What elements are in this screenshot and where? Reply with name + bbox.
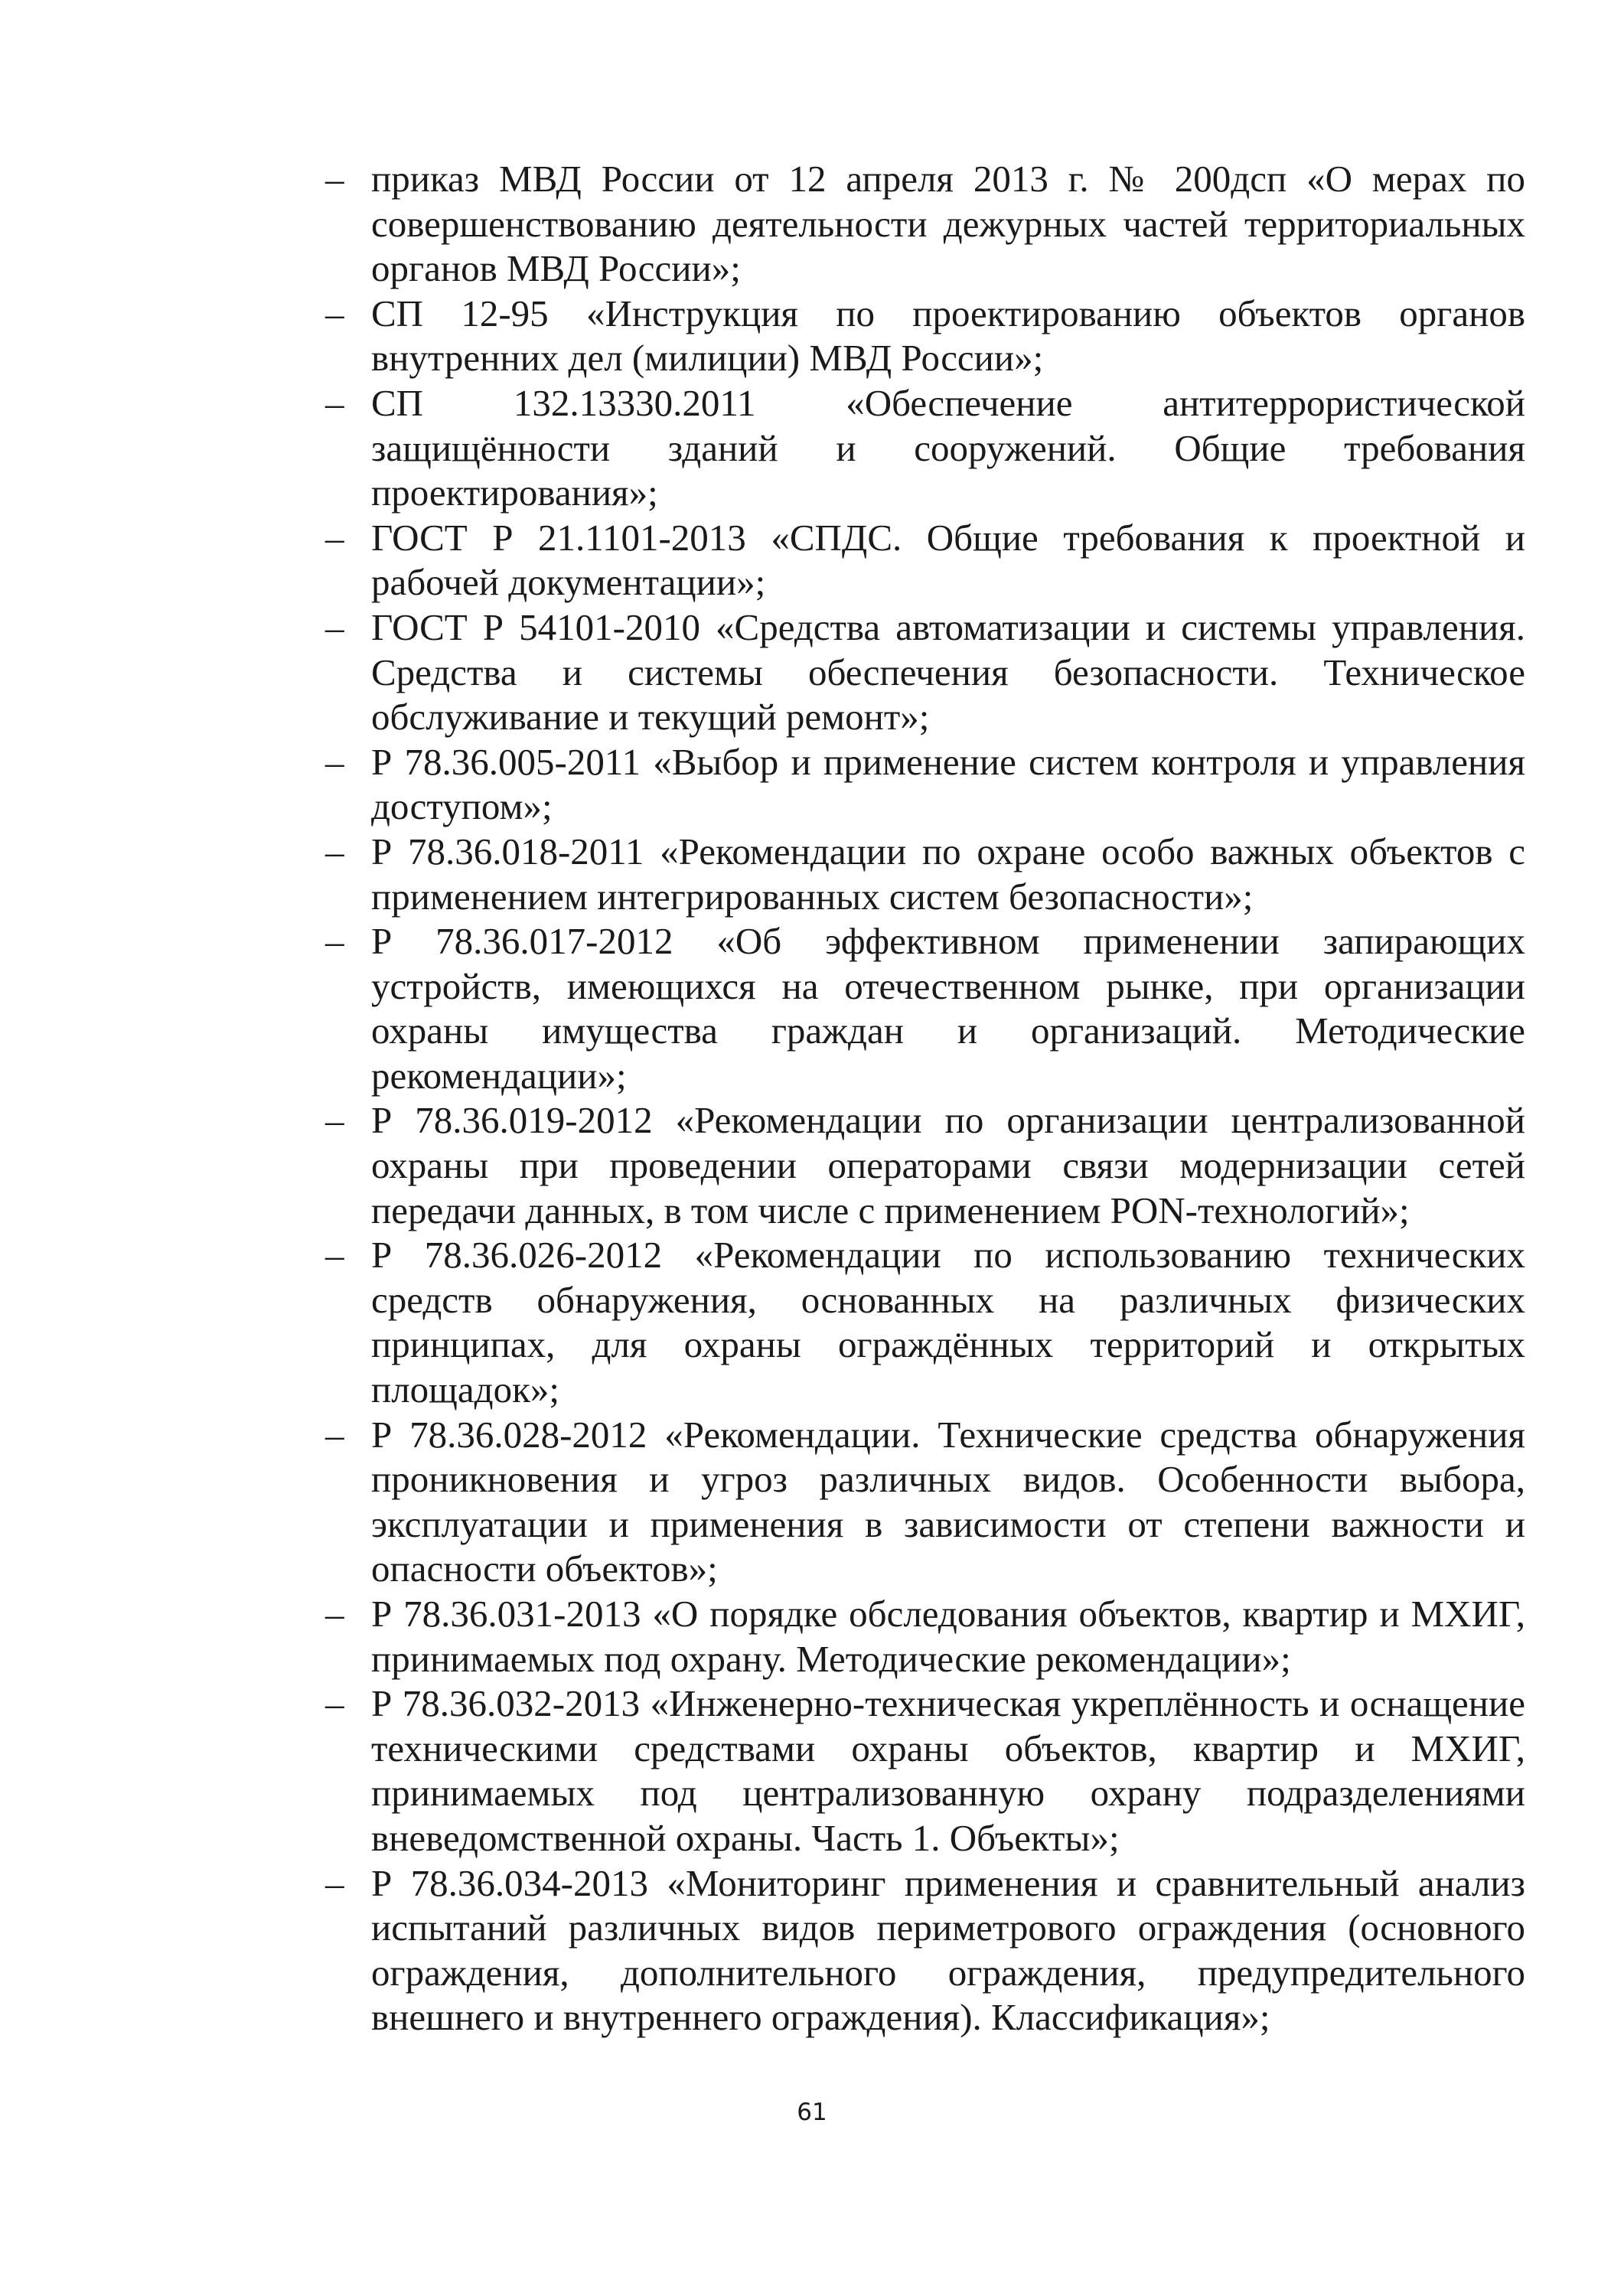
dash-bullet: – — [325, 1861, 344, 1904]
list-item — [325, 516, 1525, 605]
list-item — [325, 381, 1525, 516]
dash-bullet: – — [325, 516, 344, 559]
dash-bullet: – — [325, 920, 344, 963]
list-item — [325, 1233, 1525, 1412]
list-item-text: Р 78.36.019-2012 «Рекомендации по организации централизованной охраны при проведении операторами связи модернизации сетей передачи данных, в том числе с применением PON-технологий»; — [371, 1099, 1525, 1231]
list-item-text: Р 78.36.031-2013 «О порядке обследования объектов, квартир и МХИГ, принимаемых под охрану. Методические рекомендации»; — [371, 1593, 1525, 1680]
dash-bullet: – — [325, 1682, 344, 1725]
list-item-text: Р 78.36.005-2011 «Выбор и применение систем контроля и управления доступом»; — [371, 740, 1525, 828]
list-item — [325, 919, 1525, 1098]
list-item-text: Р 78.36.017-2012 «Об эффективном применении запирающих устройств, имеющихся на отечественном рынке, при организации охраны имущества граждан и организаций. Методические рекомендации»; — [371, 920, 1525, 1097]
list-item-text: Р 78.36.034-2013 «Мониторинг применения и сравнительный анализ испытаний различных видов периметрового ограждения (основного ограждения, дополнительного ограждения, предупредительного внешнего и внутреннего ограждения). Классификация»; — [371, 1861, 1525, 2039]
list-item — [325, 740, 1525, 830]
dash-bullet: – — [325, 830, 344, 872]
page-number: 61 — [797, 2099, 827, 2126]
list-item — [325, 1098, 1525, 1233]
dash-bullet: – — [325, 1099, 344, 1142]
list-item — [325, 1592, 1525, 1681]
list-item — [325, 605, 1525, 740]
list-item — [325, 1681, 1525, 1861]
list-item-text: Р 78.36.032-2013 «Инженерно-техническая укреплённость и оснащение техническими средствами охраны объектов, квартир и МХИГ, принимаемых под централизованную охрану подразделениями вневедомственной охраны. Часть 1. Объекты»; — [371, 1682, 1525, 1859]
dash-bullet: – — [325, 740, 344, 783]
list-item-text: ГОСТ Р 21.1101-2013 «СПДС. Общие требования к проектной и рабочей документации»; — [371, 516, 1525, 604]
dash-bullet: – — [325, 158, 344, 200]
list-item-text: СП 132.13330.2011 «Обеспечение антитеррористической защищённости зданий и сооружений. Общие требования проектирования»; — [371, 381, 1525, 514]
list-item-text: Р 78.36.018-2011 «Рекомендации по охране особо важных объектов с применением интегрированных систем безопасности»; — [371, 830, 1525, 918]
list-item — [325, 830, 1525, 919]
list-item-text: Р 78.36.028-2012 «Рекомендации. Технические средства обнаружения проникновения и угроз различных видов. Особенности выбора, эксплуатации и применения в зависимости от степени важности и опасности объектов»; — [371, 1413, 1525, 1590]
dash-bullet: – — [325, 381, 344, 424]
regulations-list — [325, 157, 1525, 2040]
dash-bullet: – — [325, 1234, 344, 1277]
dash-bullet: – — [325, 1413, 344, 1456]
list-item-text: ГОСТ Р 54101-2010 «Средства автоматизации и системы управления. Средства и системы обеспечения безопасности. Техническое обслуживание и текущий ремонт»; — [371, 605, 1525, 739]
list-item-text: приказ МВД России от 12 апреля 2013 г. № 200дсп «О мерах по совершенствованию деятельности дежурных частей территориальных органов МВД России»; — [371, 158, 1525, 290]
dash-bullet: – — [325, 292, 344, 334]
list-item — [325, 1861, 1525, 2040]
list-item — [325, 1413, 1525, 1592]
list-item-text: Р 78.36.026-2012 «Рекомендации по использованию технических средств обнаружения, основанных на различных физических принципах, для охраны ограждённых территорий и открытых площадок»; — [371, 1234, 1525, 1411]
list-item — [325, 157, 1525, 292]
list-item — [325, 292, 1525, 381]
dash-bullet: – — [325, 1593, 344, 1635]
dash-bullet: – — [325, 605, 344, 648]
list-item-text: СП 12-95 «Инструкция по проектированию объектов органов внутренних дел (милиции) МВД России»; — [371, 292, 1525, 380]
